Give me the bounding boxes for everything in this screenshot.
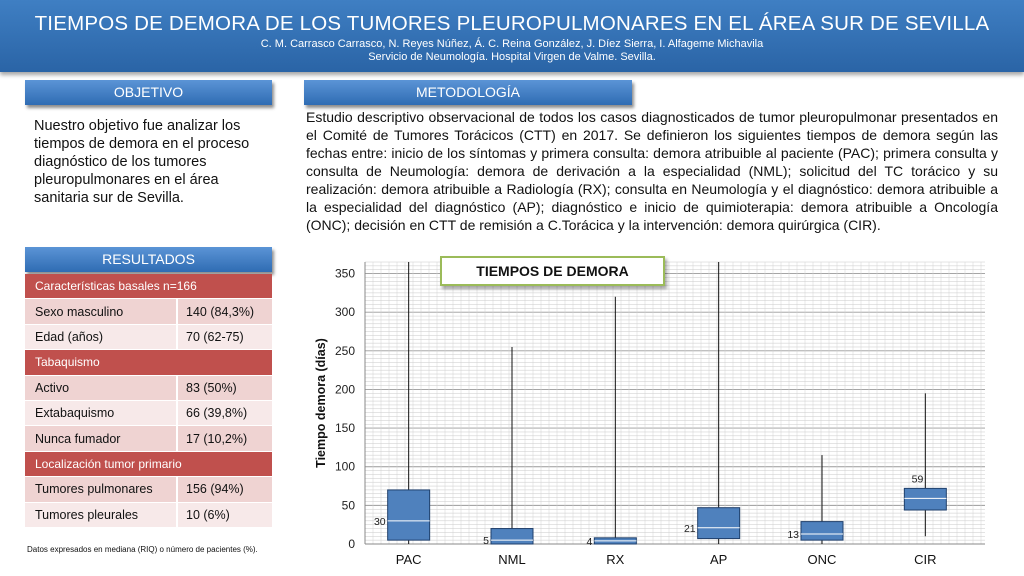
resultados-heading: RESULTADOS	[25, 247, 272, 272]
results-footnote: Datos expresados en mediana (RIQ) o número de pacientes (%).	[27, 545, 258, 554]
table-row	[25, 426, 272, 451]
table-cell-value: 10 (6%)	[178, 503, 272, 527]
table-row	[25, 503, 272, 528]
table-cell-label: Extabaquismo	[25, 401, 178, 425]
y-tick-label: 350	[334, 266, 355, 281]
y-tick-label: 150	[334, 421, 355, 436]
objetivo-heading: OBJETIVO	[25, 80, 272, 105]
metodologia-heading: METODOLOGÍA	[304, 80, 632, 105]
x-tick-label: AP	[709, 552, 728, 567]
y-tick-label: 50	[341, 498, 355, 513]
table-row	[25, 477, 272, 502]
y-tick-label: 100	[334, 459, 355, 474]
table-cell-label: Edad (años)	[25, 325, 178, 349]
data-label-cir: 59	[911, 473, 924, 486]
table-cell-label: Sexo masculino	[25, 299, 178, 323]
delay-boxplot-chart	[305, 252, 1005, 576]
table-category: Tabaquismo	[25, 350, 272, 375]
table-row	[25, 325, 272, 350]
box-ap	[698, 508, 740, 539]
data-label-onc: 13	[787, 528, 799, 541]
table-cell-label: Activo	[25, 376, 178, 400]
data-label-ap: 21	[683, 522, 696, 535]
y-tick-label: 0	[348, 537, 355, 551]
table-row	[25, 401, 272, 426]
table-cell-value: 140 (84,3%)	[178, 299, 272, 323]
box-nml	[491, 529, 533, 544]
x-tick-label: ONC	[807, 552, 837, 567]
table-cell-value: 70 (62-75)	[178, 325, 272, 349]
poster-header	[0, 0, 1024, 72]
y-tick-label: 250	[334, 343, 355, 358]
table-cell-value: 83 (50%)	[178, 376, 272, 400]
box-pac	[388, 490, 430, 540]
box-onc	[801, 522, 843, 541]
y-tick-label: 300	[334, 305, 355, 320]
x-tick-label: PAC	[395, 552, 422, 567]
box-cir	[904, 488, 946, 510]
results-table	[25, 274, 272, 528]
objetivo-text: Nuestro objetivo fue analizar los tiempos de demora en el proceso diagnóstico de los tumores pleuropulmonares en el área sanitaria sur de Sevilla.	[34, 118, 250, 206]
data-label-nml: 5	[483, 535, 489, 548]
table-category: Localización tumor primario	[25, 452, 272, 477]
metodologia-text: Estudio descriptivo observacional de todos los casos diagnosticados de tumor pleuropulmonar presentados en el Comité de Tumores Torácicos (CTT) en 2017. Se definieron los siguientes tiempos de demora según las fechas entre: inicio de los síntomas y primera consulta: demora atribuible al paciente (PAC); primera consulta y consulta de Neumología: demora de derivación a la especialidad (NML); solicitud del TC torácico y su realización: demora atribuible a Radiología (RX); consulta en Neumología y el diagnóstico: demora atribuible a la especialidad del diagnóstico (AP); diagnóstico e inicio de quimioterapia: demora atribuible a Oncología (ONC); decisión en CTT de remisión a C.Torácica y la intervención: demora quirúrgica (CIR).	[306, 109, 998, 233]
y-axis-label: Tiempo demora (días)	[314, 338, 328, 468]
x-tick-label: CIR	[914, 552, 937, 567]
y-tick-label: 200	[334, 382, 355, 397]
data-label-pac: 30	[373, 515, 386, 528]
x-tick-label: NML	[498, 552, 526, 567]
data-label-rx: 4	[586, 535, 593, 548]
table-cell-label: Tumores pleurales	[25, 503, 178, 527]
table-row	[25, 299, 272, 324]
table-category: Características basales n=166	[25, 274, 272, 299]
poster-authors: C. M. Carrasco Carrasco, N. Reyes Núñez, Á. C. Reina González, J. Díez Sierra, I. Alfageme Michavila	[260, 38, 764, 50]
table-cell-label: Tumores pulmonares	[25, 477, 178, 501]
x-tick-label: RX	[606, 552, 625, 567]
table-cell-value: 66 (39,8%)	[178, 401, 272, 425]
poster-service: Servicio de Neumología. Hospital Virgen de Valme. Sevilla.	[368, 51, 656, 63]
poster-title: TIEMPOS DE DEMORA DE LOS TUMORES PLEUROPULMONARES EN EL ÁREA SUR DE SEVILLA	[34, 12, 990, 35]
table-cell-value: 156 (94%)	[178, 477, 272, 501]
table-cell-value: 17 (10,2%)	[178, 426, 272, 450]
table-cell-label: Nunca fumador	[25, 426, 178, 450]
chart-title: TIEMPOS DE DEMORA	[440, 256, 665, 286]
table-row	[25, 376, 272, 401]
